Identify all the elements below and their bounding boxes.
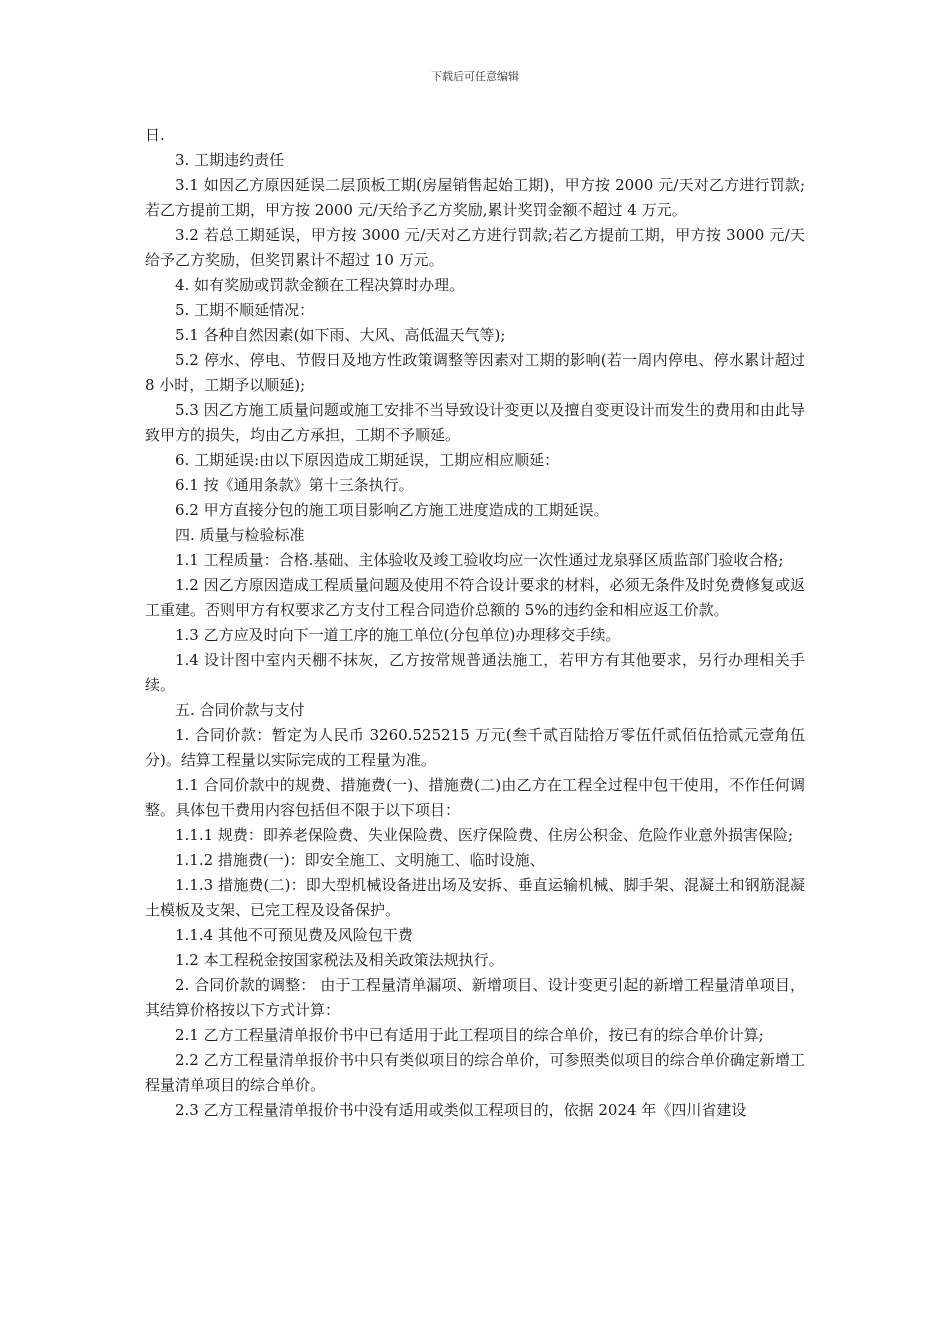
document-body <box>145 123 805 1123</box>
paragraph: 3.1 如因乙方原因延误二层顶板工期(房屋销售起始工期)，甲方按 2000 元/天对乙方进行罚款;若乙方提前工期，甲方按 2000 元/天给予乙方奖励,累计奖罚金额不超过 4 万元。 <box>145 176 805 219</box>
paragraph: 1.1.2 措施费(一)：即安全施工、文明施工、临时设施、 <box>175 851 545 869</box>
paragraph: 1.2 因乙方原因造成工程质量问题及使用不符合设计要求的材料，必须无条件及时免费修复或返工重建。否则甲方有权要求乙方支付工程合同造价总额的 5%的违约金和相应返工价款。 <box>145 576 805 619</box>
paragraph: 3.2 若总工期延误，甲方按 3000 元/天对乙方进行罚款;若乙方提前工期，甲方按 3000 元/天给予乙方奖励，但奖罚累计不超过 10 万元。 <box>145 226 805 269</box>
paragraph: 1.3 乙方应及时向下一道工序的施工单位(分包单位)办理移交手续。 <box>175 626 621 644</box>
paragraph: 6.2 甲方直接分包的施工项目影响乙方施工进度造成的工期延误。 <box>175 501 609 519</box>
paragraph: 1.1 合同价款中的规费、措施费(一)、措施费(二)由乙方在工程全过程中包干使用，不作任何调整。具体包干费用内容包括但不限于以下项目： <box>145 776 805 819</box>
paragraph: 1.1.4 其他不可预见费及风险包干费 <box>175 926 413 944</box>
paragraph: 2. 合同价款的调整： 由于工程量清单漏项、新增项目、设计变更引起的新增工程量清单项目，其结算价格按以下方式计算： <box>145 976 805 1019</box>
page-header-note: 下载后可任意编辑 <box>431 70 519 83</box>
paragraph: 1.2 本工程税金按国家税法及相关政策法规执行。 <box>175 951 504 969</box>
paragraph: 1.1.1 规费：即养老保险费、失业保险费、医疗保险费、住房公积金、危险作业意外损害保险; <box>175 826 793 844</box>
paragraph: 5.2 停水、停电、节假日及地方性政策调整等因素对工期的影响(若一周内停电、停水累计超过 8 小时，工期予以顺延); <box>145 351 805 394</box>
paragraph: 6. 工期延误:由以下原因造成工期延误，工期应相应顺延： <box>175 451 560 469</box>
paragraph: 1.1.3 措施费(二)：即大型机械设备进出场及安拆、垂直运输机械、脚手架、混凝土和钢筋混凝土模板及支架、已完工程及设备保护。 <box>145 876 805 919</box>
section-heading: 五. 合同价款与支付 <box>175 701 305 719</box>
paragraph: 1.1 工程质量：合格.基础、主体验收及竣工验收均应一次性通过龙泉驿区质监部门验收合格; <box>175 551 784 569</box>
paragraph: 日. <box>145 126 165 144</box>
paragraph: 2.3 乙方工程量清单报价书中没有适用或类似工程项目的，依据 2024 年《四川省建设 <box>175 1101 747 1119</box>
paragraph: 5.3 因乙方施工质量问题或施工安排不当导致设计变更以及擅自变更设计而发生的费用和由此导致甲方的损失，均由乙方承担，工期不予顺延。 <box>145 401 805 444</box>
section-heading: 3. 工期违约责任 <box>175 151 285 169</box>
paragraph: 6.1 按《通用条款》第十三条执行。 <box>175 476 414 494</box>
paragraph: 2.1 乙方工程量清单报价书中已有适用于此工程项目的综合单价，按已有的综合单价计算; <box>175 1026 764 1044</box>
paragraph: 1.4 设计图中室内天棚不抹灰，乙方按常规普通法施工，若甲方有其他要求，另行办理相关手续。 <box>145 651 805 694</box>
paragraph: 2.2 乙方工程量清单报价书中只有类似项目的综合单价，可参照类似项目的综合单价确定新增工程量清单项目的综合单价。 <box>145 1051 805 1094</box>
paragraph: 5. 工期不顺延情况： <box>175 301 315 319</box>
paragraph: 5.1 各种自然因素(如下雨、大风、高低温天气等); <box>175 326 506 344</box>
paragraph: 4. 如有奖励或罚款金额在工程决算时办理。 <box>175 276 465 294</box>
section-heading: 四. 质量与检验标准 <box>175 526 305 544</box>
paragraph: 1. 合同价款：暂定为人民币 3260.525215 万元(叁千贰百陆拾万零伍仟贰佰伍拾贰元壹角伍分)。结算工程量以实际完成的工程量为准。 <box>145 726 805 769</box>
